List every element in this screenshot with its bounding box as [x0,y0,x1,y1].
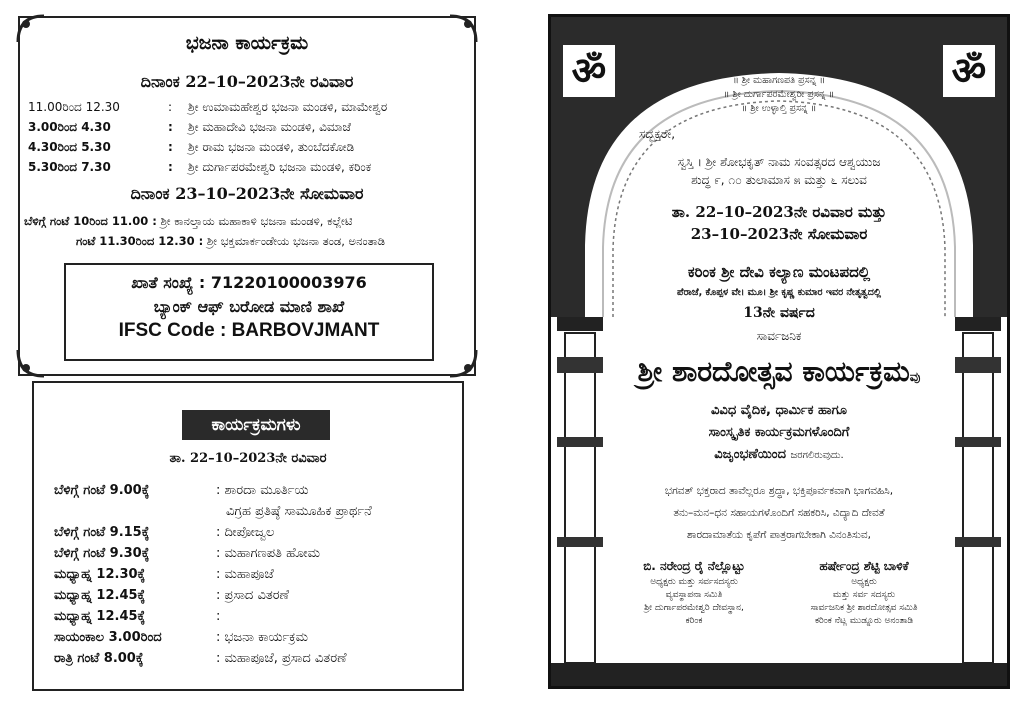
appeal-line: ಭಗವತ್ ಭಕ್ತರಾದ ತಾವೆಲ್ಲರೂ ಶ್ರದ್ಧಾ, ಭಕ್ತಿಪೂರ್ವಕವಾಗಿ ಭಾಗವಹಿಸಿ, [664,485,894,497]
invocation-line: ॥ ಶ್ರೀ ದುರ್ಗಾಪರಮೇಶ್ವರೀ ಪ್ರಸನ್ನ ॥ [723,89,835,100]
schedule-row: 5.30ರಿಂದ 7.30 : ಶ್ರೀ ದುರ್ಗಾಪರಮೇಶ್ವರಿ ಭಜನಾ ಮಂಡಳಿ, ಕರಿಂಕ [28,160,372,174]
programme-row: ಬೆಳಿಗ್ಗೆ ಗಂಟೆ 9.30ಕ್ಕೆ : ಮಹಾಗಣಪತಿ ಹೋಮ [54,546,321,561]
body-line: ವಿಜೃಂಭಣೆಯಿಂದ ಜರಗಲಿರುವುದು. [714,447,844,462]
appeal-line: ತನು–ಮನ–ಧನ ಸಹಾಯಗಳೊಂದಿಗೆ ಸಹಕರಿಸಿ, ವಿದ್ಯಾದಿ ದೇವತೆ [673,507,885,519]
signatory-right: ಹರ್ಷೇಂದ್ರ ಶೆಟ್ಟಿ ಬಾಳಿಕೆ ಅಧ್ಯಕ್ಷರು ಮತ್ತು ಸರ್ವ ಸದಸ್ಯರು ಸಾರ್ವಜನಿಕ ಶ್ರೀ ಶಾರದೋತ್ಸವ ಸಮಿತಿ ಕರಿಂಕ ನೆಟ್ಲ ಮುಡ್ನೂರು ಅನಂತಾಡಿ [810,559,918,626]
programme-row: ವಿಗ್ರಹ ಪ್ರತಿಷ್ಠೆ ಸಾಮೂಹಿಕ ಪ್ರಾರ್ಥನೆ [226,504,372,519]
programme-row: ಮಧ್ಯಾಹ್ನ 12.45ಕ್ಕೆ : ಪ್ರಸಾದ ವಿತರಣೆ [54,588,290,603]
om-symbol-right-icon: ॐ [943,45,995,97]
event-date-line: 23–10–2023ನೇ ಸೋಮವಾರ [690,225,868,243]
schedule-row: ಗಂಟೆ 11.30ರಿಂದ 12.30 : ಶ್ರೀ ಭಕ್ತಮಾರ್ಕಂಡೇಯ ಭಜನಾ ತಂಡ, ಅನಂತಾಡಿ [76,234,385,248]
invocation-line: ॥ ಶ್ರೀ ಉಳ್ಳಾಲ್ತಿ ಪ್ರಸನ್ನ ॥ [741,103,817,114]
signatory-left: ಬಿ. ನರೇಂದ್ರ ರೈ ನೆಲ್ಲೊಟ್ಟು ಅಧ್ಯಕ್ಷರು ಮತ್ತು ಸರ್ವಸದಸ್ಯರು ವ್ಯವಸ್ಥಾಪನಾ ಸಮಿತಿ ಶ್ರೀ ದುರ್ಗಾಪರಮೇಶ್ವರಿ ದೇವಸ್ಥಾನ, ಕರಿಂಕ [643,559,745,626]
bank-account-number: ಖಾತೆ ಸಂಖ್ಯೆ : 71220100003976 [131,273,367,292]
corner-ornament-icon [16,348,46,378]
greeting: ಸದ್ಭಕ್ತರೇ, [639,127,676,141]
intro-line: ಸ್ವಸ್ತಿ । ಶ್ರೀ ಶೋಭಕೃತ್ ನಾಮ ಸಂವತ್ಸರದ ಆಶ್ವಯುಜ [677,155,881,169]
schedule-row: 3.00ರಿಂದ 4.30 : ಶ್ರೀ ಮಹಾದೇವಿ ಭಜನಾ ಮಂಡಳಿ, ವಿಮಾಜೆ [28,120,352,134]
body-line: ಸಾಂಸ್ಕೃತಿಕ ಕಾರ್ಯಕ್ರಮಗಳೊಂದಿಗೆ [708,425,850,440]
day2-date: ದಿನಾಂಕ 23–10–2023ನೇ ಸೋಮವಾರ [130,184,364,203]
bhajana-panel [18,16,476,376]
programme-row: ಸಾಯಂಕಾಲ 3.00ರಿಂದ : ಭಜನಾ ಕಾರ್ಯಕ್ರಮ [54,630,308,645]
programme-row: ಬೆಳಿಗ್ಗೆ ಗಂಟೆ 9.15ಕ್ಕೆ : ದೀಪೋಜ್ವಲ [54,525,275,540]
venue-subtitle: ಪೆರಾಜೆ, ಕೊಪ್ಪಳ ವೇ। ಮೂ। ಶ್ರೀ ಕೃಷ್ಣ ಕುಮಾರ ಇವರ ನೇತೃತ್ವದಲ್ಲಿ [676,287,882,298]
intro-line: ಶುದ್ಧ ೯, ೧೦ ತುಲಾಮಾಸ ೫ ಮತ್ತು ೬ ಸಲುವ [691,173,867,187]
programmes-panel [32,381,464,691]
programme-row: ಬೆಳಿಗ್ಗೆ ಗಂಟೆ 9.00ಕ್ಕೆ : ಶಾರದಾ ಮೂರ್ತಿಯ [54,483,309,498]
year-text: 13ನೇ ವರ್ಷದ [743,305,815,321]
invocation-line: ॥ ಶ್ರೀ ಮಹಾಗಣಪತಿ ಪ್ರಸನ್ನ ॥ [732,75,826,86]
bank-branch: ಬ್ಯಾಂಕ್ ಆಫ್ ಬರೋಡ ಮಾಣಿ ಶಾಖೆ [153,297,345,316]
programme-row: ಮಧ್ಯಾಹ್ನ 12.30ಕ್ಕೆ : ಮಹಾಪೂಜೆ [54,567,274,582]
event-date-line: ತಾ. 22–10–2023ನೇ ರವಿವಾರ ಮತ್ತು [671,203,887,221]
programmes-date: ತಾ. 22–10–2023ನೇ ರವಿವಾರ [169,451,327,466]
om-symbol-left-icon: ॐ [563,45,615,97]
right-page [548,14,1010,689]
appeal-line: ಶಾರದಾಮಾತೆಯ ಕೃಪೆಗೆ ಪಾತ್ರರಾಗಬೇಕಾಗಿ ವಿನಂತಿಸುವ, [687,529,871,541]
corner-ornament-icon [448,348,478,378]
programmes-badge: ಕಾರ್ಯಕ್ರಮಗಳು [182,410,330,440]
bhajana-title: ಭಜನಾ ಕಾರ್ಯಕ್ರಮ [185,32,309,54]
schedule-row: 4.30ರಿಂದ 5.30 : ಶ್ರೀ ರಾಮ ಭಜನಾ ಮಂಡಳಿ, ತುಂಬೆದಕೋಡಿ [28,140,355,154]
bank-details-box [64,263,434,361]
left-page [14,14,480,689]
main-title: ಶ್ರೀ ಶಾರದೋತ್ಸವ ಕಾರ್ಯಕ್ರಮವು [637,355,921,388]
schedule-row: 11.00ರಿಂದ 12.30 : ಶ್ರೀ ಉಮಾಮಹೇಶ್ವರ ಭಜನಾ ಮಂಡಳಿ, ಮಾಮೇಶ್ವರ [28,100,388,114]
bank-ifsc: IFSC Code : BARBOVJMANT [118,320,380,341]
programme-row: ರಾತ್ರಿ ಗಂಟೆ 8.00ಕ್ಕೆ : ಮಹಾಪೂಜೆ, ಪ್ರಸಾದ ವಿತರಣೆ [54,651,347,666]
venue: ಕರಿಂಕ ಶ್ರೀ ದೇವಿ ಕಲ್ಯಾಣ ಮಂಟಪದಲ್ಲಿ [687,263,871,281]
programme-row: ಮಧ್ಯಾಹ್ನ 12.45ಕ್ಕೆ : [54,609,221,624]
public-text: ಸಾರ್ವಜನಿಕ [756,329,802,343]
schedule-row: ಬೆಳಿಗ್ಗೆ ಗಂಟೆ 10ರಿಂದ 11.00 : ಶ್ರೀ ಕಾನಲ್ತಾಯ ಮಹಾಕಾಳಿ ಭಜನಾ ಮಂಡಳಿ, ಕಲ್ಲೇಟಿ [24,214,353,228]
day1-date: ದಿನಾಂಕ 22–10–2023ನೇ ರವಿವಾರ [140,72,354,91]
body-line: ವಿವಿಧ ವೈದಿಕ, ಧಾರ್ಮಿಕ ಹಾಗೂ [711,403,847,418]
